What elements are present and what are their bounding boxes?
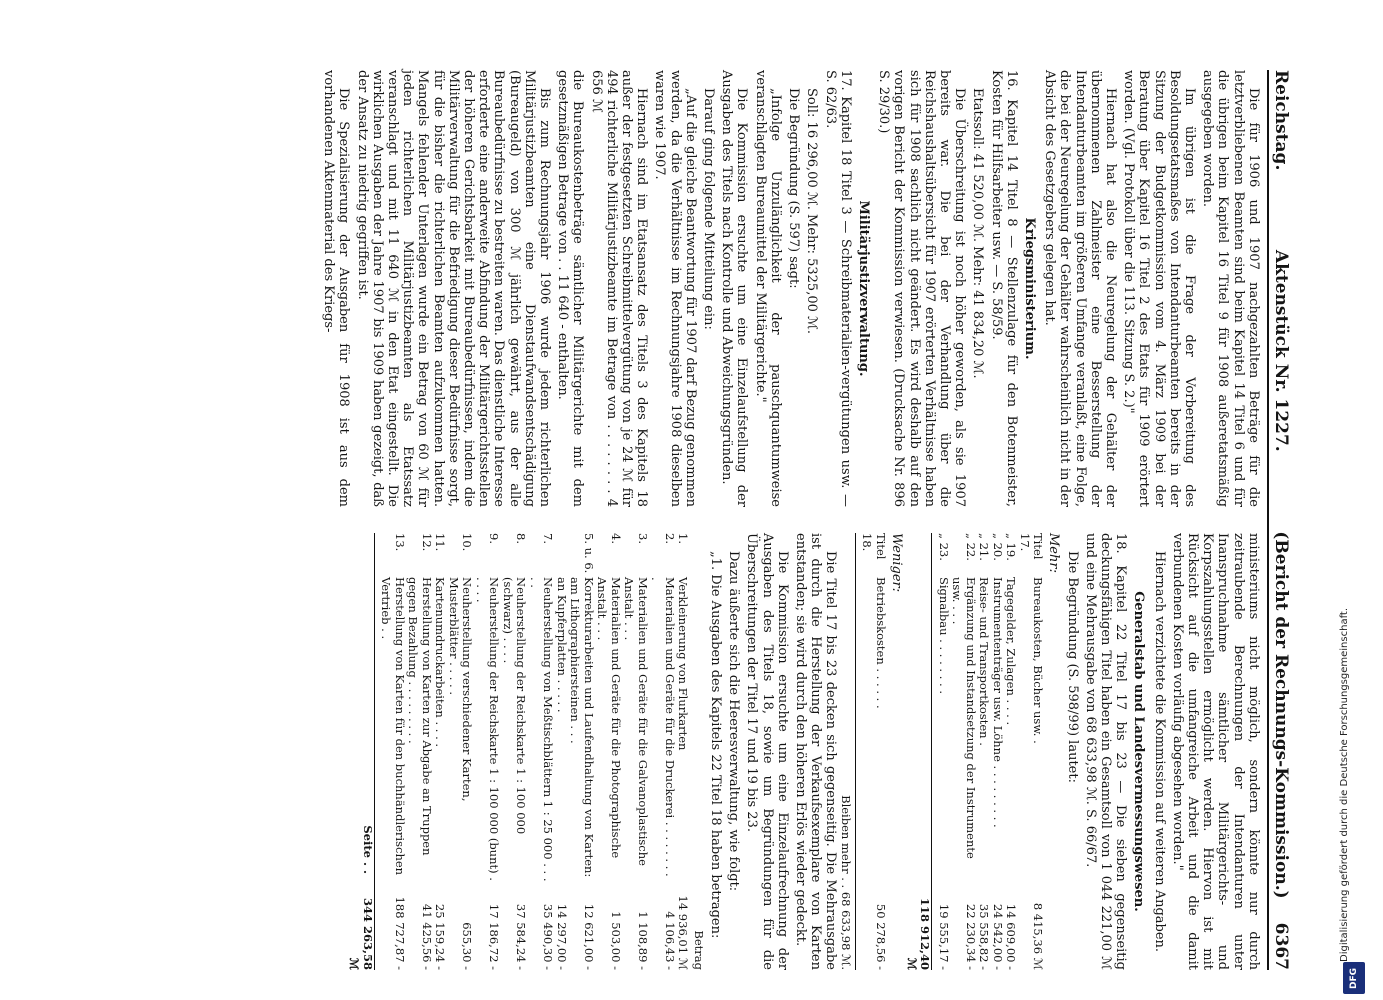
ledger-txt: Betriebskosten . . . . . . <box>873 577 888 709</box>
header-left: Reichstag. <box>1271 70 1291 171</box>
ledger-txt: Instrumententräger usw. Löhne . . . . . . . . . <box>990 577 1005 828</box>
paragraph: Hiernach verzichtete die Kommission auf weiteren Angaben. <box>1151 551 1167 953</box>
ledger-txt: Neuherstellung der Reichskarte 1 : 100 000 (bunt) . . . . . <box>473 577 502 881</box>
ledger-amt: 14 297,00 - <box>554 903 569 970</box>
ledger-lbl: 12. <box>419 533 434 552</box>
ledger-total-value: 118 912,40 ℳ <box>904 897 933 970</box>
ledger-row <box>446 533 473 970</box>
ledger-row <box>568 533 595 970</box>
quote: „Infolge Unzulänglichkeit der pauschquantumweise veranschlagten Bureaumittel der Militärgerichte." <box>752 70 783 507</box>
ledger-txt: Herstellung von Karten zur Abgabe an Truppen gegen Bezahlung . . . . . . . . . <box>406 577 434 856</box>
quote: die Bureaukostenbeträge sämtlicher Militärgerichte mit dem gesetzmäßigen Betrage von . . 11 640 - enthalten. <box>555 70 586 507</box>
ledger-txt: Reise- und Transportkosten . <box>977 577 992 746</box>
ledger-lbl: 11. <box>433 533 448 552</box>
ledger-amt: 35 558,82 - <box>977 903 992 970</box>
paragraph: Die Titel 17 bis 23 decken sich gegenseitig. Die Mehrausgabe ist durch die Herstellung der Verkaufsexemplare von Karten entstanden; sie wird durch den höheren Erlös wieder gedeckt. <box>793 533 839 970</box>
ledger-lbl: 1. <box>676 533 691 544</box>
ledger-row <box>595 533 622 970</box>
ledger-row <box>554 533 568 970</box>
ledger-lbl: 13. <box>392 533 407 552</box>
ledger-amt: 14 936,01 ℳ <box>676 895 691 970</box>
ledger-page-total <box>347 533 375 970</box>
digitization-footer <box>1335 0 1375 1000</box>
ledger-txt: an Kupferplatten . . . . . <box>554 577 569 713</box>
section-heading: Generalstab und Landesvermessungswesen. <box>1131 591 1147 912</box>
ledger-row <box>1017 533 1044 970</box>
item-soll: Soll: 16 296,00 ℳ. Mehr: 5325,00 ℳ. <box>804 88 820 335</box>
ledger-lbl: „ 21. <box>977 533 992 561</box>
paragraph: Die Kommission ersuchte um eine Einzelaufrechnung der Ausgaben des Titels 18, sowie um Begründungen für die Überschreitungen der Titel 17 und 19 bis 23. <box>744 533 790 970</box>
ledger-amt: 188 727,87 - <box>392 896 407 970</box>
ledger-lbl: 9. <box>487 533 502 544</box>
ledger-amt: 14 609,00 - <box>1004 903 1019 970</box>
section-heading: Kriegsministerium. <box>1021 217 1037 360</box>
paragraph: Die Kommission ersuchte um eine Einzelaufstellung der Ausgaben des Titels nach Kontrolle und Abweichungsgründen. <box>719 70 750 507</box>
ledger-row <box>649 533 676 970</box>
ledger-lbl: 2. <box>662 533 677 544</box>
ledger-amt: 17 186,72 - <box>487 903 502 970</box>
digitization-credit: Digitalisierung gefördert durch die Deutsche Forschungsgemeinschaft. <box>1339 607 1350 962</box>
ledger-amt: 655,30 - <box>460 922 475 970</box>
item-heading: 17. Kapitel 18 Titel 3 — Schreibmaterialien-vergütungen usw. — S. 62/63. <box>822 70 853 507</box>
ledger-txt: Neuherstellung der Reichskarte 1 : 100 000 (schwarz) . . . . <box>500 577 529 835</box>
ledger-row <box>473 533 500 970</box>
ledger-lbl: 10. <box>460 533 475 552</box>
paragraph: Hiernach hat also die Neuregelung der Gehälter der übernommenen Zahlmeister eine Besserstellung der Intendanturbeamten im größeren Umfange veranlaßt, eine Folge, die bei der Neuregelung der Gehälter wahrscheinlich nicht in der Absicht des Gesetzgebers gelegen hat. <box>1042 70 1118 507</box>
ledger-row <box>500 533 527 970</box>
ledger-row <box>936 533 950 970</box>
ledger-lbl: 7. <box>541 533 556 544</box>
ledger-amt: 4 106,43 - <box>662 911 677 970</box>
ledger-page-total-label: Seite . . <box>360 825 375 874</box>
ledger-total <box>904 533 932 970</box>
ledger-txt: Materialien und Geräte für die Druckerei . . . . . . . . . <box>649 577 677 877</box>
paragraph: Die Begründung (S. 598/99) lautet: <box>1064 551 1080 783</box>
ledger-remainder: Bleiben mehr . . 68 633,98 ℳ. <box>838 795 853 970</box>
ledger-lbl: 5. u. 6. <box>581 533 596 574</box>
ledger-row <box>406 533 433 970</box>
ledger-row <box>433 533 447 970</box>
ledger-lbl: „ 20. <box>990 533 1005 561</box>
ledger-lbl: Titel 17. <box>1017 533 1046 560</box>
ledger-txt: Ergänzung und Instandsetzung der Instrumente usw. . . . <box>950 577 978 859</box>
ledger-row <box>676 533 690 970</box>
ledger-txt: Materialien und Geräte für die Photographische Anstalt . . . <box>595 577 623 859</box>
ledger-amt: 35 490,30 - <box>541 903 556 970</box>
column-right <box>318 533 1261 970</box>
ledger-lbl: Titel 18. <box>860 533 888 560</box>
ledger-row <box>990 533 1004 970</box>
ledger-page-total-value: 344 263,58 ℳ <box>347 897 375 970</box>
ledger-txt: Verkleinerung von Flurkarten <box>676 577 691 751</box>
ledger-amt: 22 230,34 - <box>963 903 978 970</box>
quote: „Auf die gleiche Beantwortung für 1907 darf Bezug genommen werden, da die Verhältnisse im Rechnungsjahre 1908 dieselben waren wie 1907. <box>652 70 698 507</box>
ledger-row <box>622 533 649 970</box>
ledger-expenses <box>379 533 690 970</box>
paragraph: Die Begründung (S. 597) sagt: <box>786 88 802 289</box>
mehr-label: Mehr: <box>1046 533 1062 573</box>
ledger-txt: Materialien und Geräte für die Galvanoplastische Anstalt . . . <box>622 577 650 866</box>
paragraph: Dazu äußerte sich die Heeresverwaltung, wie folgt: <box>726 551 742 892</box>
quote: Die Spezialisierung der Ausgaben für 1908 ist aus dem vorhandenen Aktenmaterial des Kriegs- <box>321 70 352 507</box>
ledger-row <box>860 533 887 970</box>
ledger-lbl: 3. <box>635 533 650 544</box>
ledger-txt: Herstellung von Karten für den buchhändlerischen Vertrieb . . <box>379 577 407 876</box>
ledger-amt: 1 108,89 - <box>635 911 650 970</box>
ledger-amt: 25 159,24 - <box>433 903 448 970</box>
ledger-row <box>977 533 991 970</box>
ledger-amt: 19 555,17 - <box>936 903 951 970</box>
item-heading: 18. Kapitel 22 Titel 17 bis 23 — Die sieben gegenseitig deckungsfähigen Titel haben ein Gesamtsoll von 1 044 221,00 ℳ und eine Mehrausgabe von 68 633,98 ℳ. S. 66/67. <box>1082 533 1129 970</box>
ledger-row <box>1004 533 1018 970</box>
ledger-amt: 12 621,00 - <box>581 903 596 970</box>
dfg-logo: DFG <box>1343 962 1365 994</box>
paragraph: Die Überschreitung ist noch höher geworden, als sie 1907 bereits war. Die bei der Verhandlung über die Reichshaushaltsübersicht für 1907 erörterten Verhältnisse haben sich für 1908 sachlich nicht geändert. Es wird deshalb auf den vorigen Bericht der Kommission verwiesen. (Drucksache Nr. 896 S. 29/30.) <box>876 70 968 507</box>
item-heading: 16. Kapitel 14 Titel 8 — Stellenzulage für den Botenmeister, Kosten für Hilfsarbeiter usw. — S. 58/59. <box>988 70 1019 507</box>
betrag-label: Betrag <box>691 930 706 970</box>
ledger-lbl: „ 23. <box>936 533 951 561</box>
text-columns <box>318 70 1261 970</box>
ledger-weniger <box>860 533 887 970</box>
paragraph: ministeriums nicht möglich, sondern könnte nur durch zeitraubende Berechnungen der Intendanturen unter Inanspruchnahme sämtlicher Militärgerichts- und Korpszahlungsstellen ermöglicht werden. Hiervon ist mit Rücksicht auf die umfangreiche Arbeit und die damit verbundenen Kosten vorläufig abgesehen worden." <box>1169 533 1261 970</box>
ledger-row <box>950 533 977 970</box>
paragraph: Im übrigen ist die Frage der Vorbereitung des Besoldungsetatsmaßes von Intendanturbeamten bereits in der Sitzung der Budgetkommission vom 4. März 1909 bei der Beratung über Kapitel 16 Titel 2 des Etats für 1909 erörtert worden. (Vgl. Protokoll über die 113. Sitzung S. 2.)" <box>1121 70 1197 507</box>
quote: Hiernach sind im Etatsansatz des Titels 3 des Kapitels 18 außer der festgesetzten Schreibmittelvergütung von je 24 ℳ für 494 richterliche Militärjustizbeamte im Betrage von . . . . . . . . 4 656 ℳ <box>588 70 650 507</box>
quote: Bis zum Rechnungsjahr 1906 wurde jedem richterlichen Militärjustizbeamten eine Dienstaufwandsentschädigung (Bureaugeld) von 300 ℳ jährlich gewährt, aus der alle Bureaubedürfnisse zu bestreiten waren. Das dienstliche Interesse erforderte eine anderweite Abfindung der Militärgerichtsstellen der höheren Gerichtsbarkeit mit Bureaubedürfnissen, indem die Militärverwaltung für die Befriedigung dieser Bedürfnisse sorgt, für die bisher die richterlichen Beamten aufzukommen hatten. Mangels fehlender Unterlagen wurde ein Betrag von 60 ℳ für jeden richterlichen Militärjustizbeamten als Etatssatz veranschlagt und mit 11 640 ℳ in den Etat eingestellt. Die wirklichen Ausgaben der Jahre 1907 bis 1909 haben gezeigt, daß der Ansatz zu niedrig gegriffen ist. <box>354 70 553 507</box>
header-center: Aktenstück Nr. 1227. <box>1271 249 1291 452</box>
ledger-txt: Kartenumdruckarbeiten . . . . <box>433 577 448 748</box>
ledger-lbl: „ 22. <box>963 533 978 561</box>
header-right: (Bericht der Rechnungs-Kommission.) <box>1271 531 1291 899</box>
ledger-txt: Signalbau . . . . . . . . <box>936 577 951 694</box>
column-left <box>318 70 1261 507</box>
ledger-row <box>379 533 406 970</box>
ledger-amt: 24 542,00 - <box>990 903 1005 970</box>
ledger-txt: Neuherstellung verschiedener Karten, Musterblätter . . . . . <box>446 577 475 802</box>
quote: „1. Die Ausgaben des Kapitels 22 Titel 18 haben betragen: <box>708 551 724 939</box>
ledger-lbl: „ 19. <box>1004 533 1019 561</box>
ledger-mehr <box>936 533 1044 970</box>
paragraph: Darauf ging folgende Mitteilung ein: <box>701 88 717 330</box>
ledger-lbl: 4. <box>608 533 623 544</box>
paragraph: Die für 1906 und 1907 nachgezahlten Beträge für die letztverbliebenen Beamten sind beim Kapitel 14 Titel 6 und für die übrigen beim Kapitel 16 Titel 9 für 1908 außeretatsmäßig ausgegeben worden. <box>1200 70 1261 507</box>
page-header <box>1267 70 1291 970</box>
section-heading: Militärjustizverwaltung. <box>855 200 871 377</box>
weniger-label: Weniger: <box>889 533 905 593</box>
item-soll: Etatssoll: 41 520,00 ℳ. Mehr: 41 834,20 ℳ. <box>970 88 986 379</box>
ledger-txt: Bureaukosten, Bücher usw. . <box>1031 577 1046 744</box>
ledger-txt: Tagegelder, Zulagen . . . . <box>1004 577 1019 726</box>
ledger-amt: 37 584,24 - <box>514 903 529 970</box>
ledger-row <box>527 533 554 970</box>
ledger-amt: 50 278,56 - <box>873 903 888 970</box>
page-number: 6367 <box>1271 922 1291 970</box>
ledger-txt: Korrekturarbeiten und Laufendhaltung von Karten: am Lithographiersteinen . . . <box>568 577 596 878</box>
ledger-amt: 41 425,56 - <box>419 903 434 970</box>
ledger-lbl: 8. <box>514 533 529 544</box>
ledger-amt: 1 503,00 - <box>608 911 623 970</box>
ledger-amt: 8 415,36 ℳ <box>1031 902 1046 970</box>
ledger-txt: Neuherstellung von Meßtischblättern 1 : 25 000 . . . . . <box>527 577 556 882</box>
